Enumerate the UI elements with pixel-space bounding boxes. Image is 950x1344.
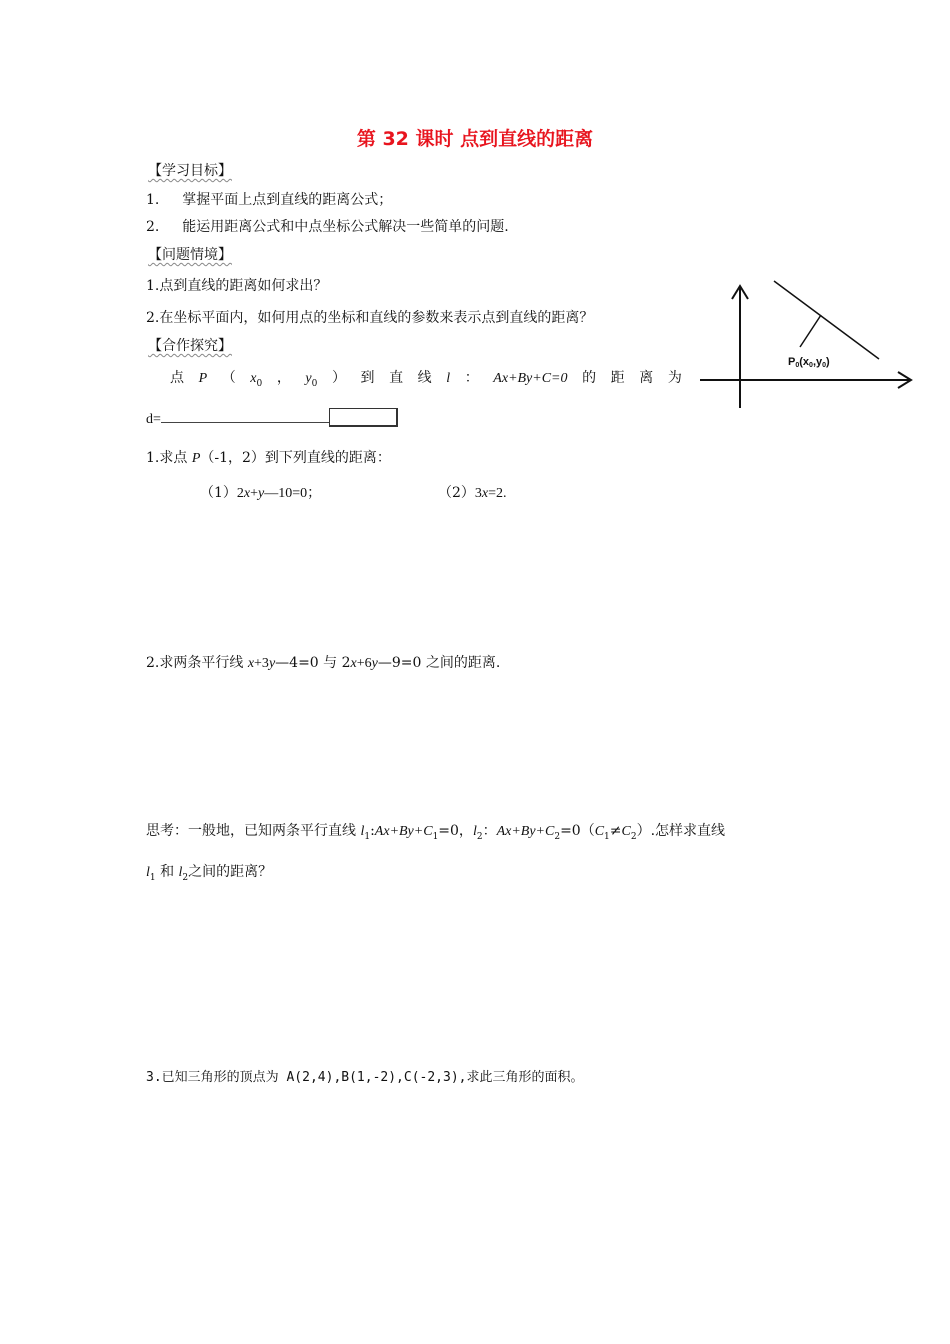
- line-l: [774, 281, 879, 359]
- word: 离: [639, 370, 654, 386]
- point-line-diagram: [695, 272, 920, 412]
- word: ：: [464, 370, 479, 386]
- word: ，: [276, 370, 291, 386]
- section-situation: [148, 244, 232, 264]
- page-title: 第 32 课时 点到直线的距离: [356, 128, 594, 150]
- distance-formula-blank: [146, 408, 398, 428]
- answer-blank-line[interactable]: [161, 412, 329, 423]
- d-label: d=: [146, 412, 161, 427]
- coord-y0: $y_0$: [305, 371, 318, 389]
- word: ）: [331, 370, 346, 386]
- situation-question-1: 1.点到直线的距离如何求出？: [146, 278, 328, 294]
- coord-x0: $x_0$: [250, 371, 263, 389]
- goal-item-2-number: 2.: [146, 219, 160, 235]
- section-goals: [148, 160, 232, 180]
- section-goals-label: 【学习目标】: [148, 163, 232, 179]
- think-question-line-1: 思考：一般地，已知两条平行直线 $l_1:Ax+By+C_1=0$，$l_2$：$Ax+By+C_2=0(C_1\ne C_2)$.怎样求直线: [146, 823, 726, 842]
- goal-item-1-number: 1.: [146, 192, 160, 208]
- word: 为: [667, 370, 682, 386]
- word: 线: [417, 370, 432, 386]
- distance-definition-sentence: [170, 367, 682, 389]
- exercise-3-prompt: 3.已知三角形的顶点为 A(2,4),B(1,-2),C(-2,3),求此三角形的面积。: [146, 1070, 584, 1085]
- exercise-1-prompt: 1.求点 P（-1，2）到下列直线的距离：: [146, 450, 391, 466]
- point-p0-label: P0(x0,y0): [788, 356, 830, 369]
- word: 直: [389, 370, 404, 386]
- answer-blank-box[interactable]: [329, 408, 398, 427]
- situation-question-2: 2.在坐标平面内，如何用点的坐标和直线的参数来表示点到直线的距离？: [146, 310, 594, 326]
- section-situation-label: 【问题情境】: [148, 247, 232, 263]
- section-explore-label: 【合作探究】: [148, 338, 232, 354]
- word: 点: [170, 370, 184, 386]
- exercise-1-part-1: （1）2x+y—10=0；: [200, 485, 322, 501]
- word: 距: [610, 370, 625, 386]
- exercise-2-prompt: 2.求两条平行线 x+3y—4=0 与 2x+6y—9=0 之间的距离.: [146, 655, 501, 671]
- point-p: P: [198, 371, 208, 386]
- exercise-1-part-2: （2）3x=2.: [438, 485, 507, 501]
- word: （: [221, 370, 236, 386]
- line-equation: Ax+By+C=0: [493, 371, 568, 386]
- think-question-line-2: $l_1$ 和 $l_2$之间的距离？: [146, 864, 273, 883]
- perpendicular-segment: [800, 315, 821, 347]
- line-l: l: [446, 371, 451, 386]
- goal-item-1-text: 掌握平面上点到直线的距离公式；: [182, 192, 393, 208]
- goal-item-2-text: 能运用距离公式和中点坐标公式解决一些简单的问题.: [182, 219, 509, 235]
- section-explore: [148, 335, 232, 355]
- word: 的: [582, 370, 597, 386]
- word: 到: [360, 370, 375, 386]
- goal-item-2: [146, 216, 509, 236]
- goal-item-1: [146, 189, 392, 209]
